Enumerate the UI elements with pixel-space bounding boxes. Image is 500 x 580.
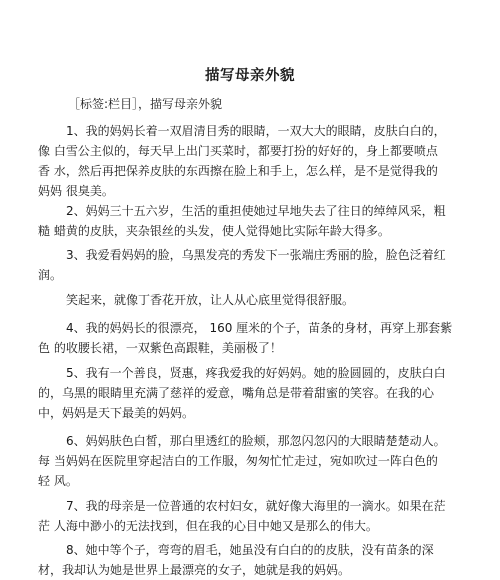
paragraph-line: 7、我的母亲是一位普通的农村妇女，就好像大海里的一滴水。如果在茫 xyxy=(66,499,446,513)
paragraph-6 xyxy=(38,363,458,423)
paragraph-line: 每 当妈妈在医院里穿起洁白的工作服，匆匆忙忙走过，宛如吹过一阵白色的 xyxy=(38,454,438,468)
paragraph-7 xyxy=(38,431,458,491)
paragraph-line: 像 白雪公主似的，每天早上出门买菜时，都要打扮的好好的，身上都要喷点 xyxy=(38,144,438,158)
paragraph-line: 5、我有一个善良，贤惠，疼我爱我的好妈妈。她的脸圆圆的，皮肤白白 xyxy=(66,366,446,380)
paragraph-line: 的，乌黑的眼睛里充满了慈祥的爱意，嘴角总是带着甜蜜的笑容。在我的心 xyxy=(38,386,435,400)
paragraph-9 xyxy=(38,540,458,580)
paragraph-line: 2、妈妈三十五六岁，生活的重担使她过早地失去了往日的绰绰风采，粗 xyxy=(66,204,446,218)
paragraph-line: 茫 人海中渺小的无法找到，但在我的心目中她又是那么的伟大。 xyxy=(38,519,378,533)
paragraph-1 xyxy=(38,121,458,201)
paragraph-line: 妈妈 很臭美。 xyxy=(38,184,114,198)
paragraph-line: 糙 蜡黄的皮肤，夹杂银丝的头发，使人觉得她比实际年龄大得多。 xyxy=(38,224,390,238)
paragraph-3 xyxy=(38,245,458,285)
paragraph-line: 香 水，然后再把保养皮肤的东西擦在脸上和手上，怎么样，是不是觉得我的 xyxy=(38,164,438,178)
paragraph-line: 6、妈妈肤色白皙，那白里透红的脸颊，那忽闪忽闪的大眼睛楚楚动人。 xyxy=(66,434,446,448)
paragraph-line: 4、我的妈妈长的很漂亮， 160 厘米的个子，苗条的身材，再穿上那套紫 xyxy=(66,321,453,335)
paragraph-line: 3、我爱看妈妈的脸，乌黑发亮的秀发下一张端庄秀丽的脸，脸色泛着红 xyxy=(66,248,446,262)
paragraph-line: 轻 风。 xyxy=(38,474,78,488)
tag-line: ［标签:栏目］，描写母亲外貌 xyxy=(68,97,223,111)
paragraph-2 xyxy=(38,201,458,241)
paragraph-line: 材，我却认为她是世界上最漂亮的女子，她就是我的妈妈。 xyxy=(38,563,351,577)
paragraph-line: 色 的收腰长裙，一双紫色高跟鞋，美丽极了！ xyxy=(38,341,282,355)
paragraph-8 xyxy=(38,496,458,536)
paragraph-line: 笑起来，就像丁香花开放，让人从心底里觉得很舒服。 xyxy=(66,293,355,307)
paragraph-line: 中，妈妈是天下最美的妈妈。 xyxy=(38,406,195,420)
paragraph-line: 1、我的妈妈长着一双眉清目秀的眼睛，一双大大的眼睛，皮肤白白的， xyxy=(66,124,446,138)
paragraph-line: 润。 xyxy=(38,268,63,282)
page-title: 描写母亲外貌 xyxy=(205,68,295,84)
paragraph-5 xyxy=(38,318,458,358)
paragraph-line: 8、她中等个子，弯弯的眉毛，她虽没有白白的的皮肤，没有苗条的深 xyxy=(66,543,434,557)
paragraph-4 xyxy=(38,290,458,310)
